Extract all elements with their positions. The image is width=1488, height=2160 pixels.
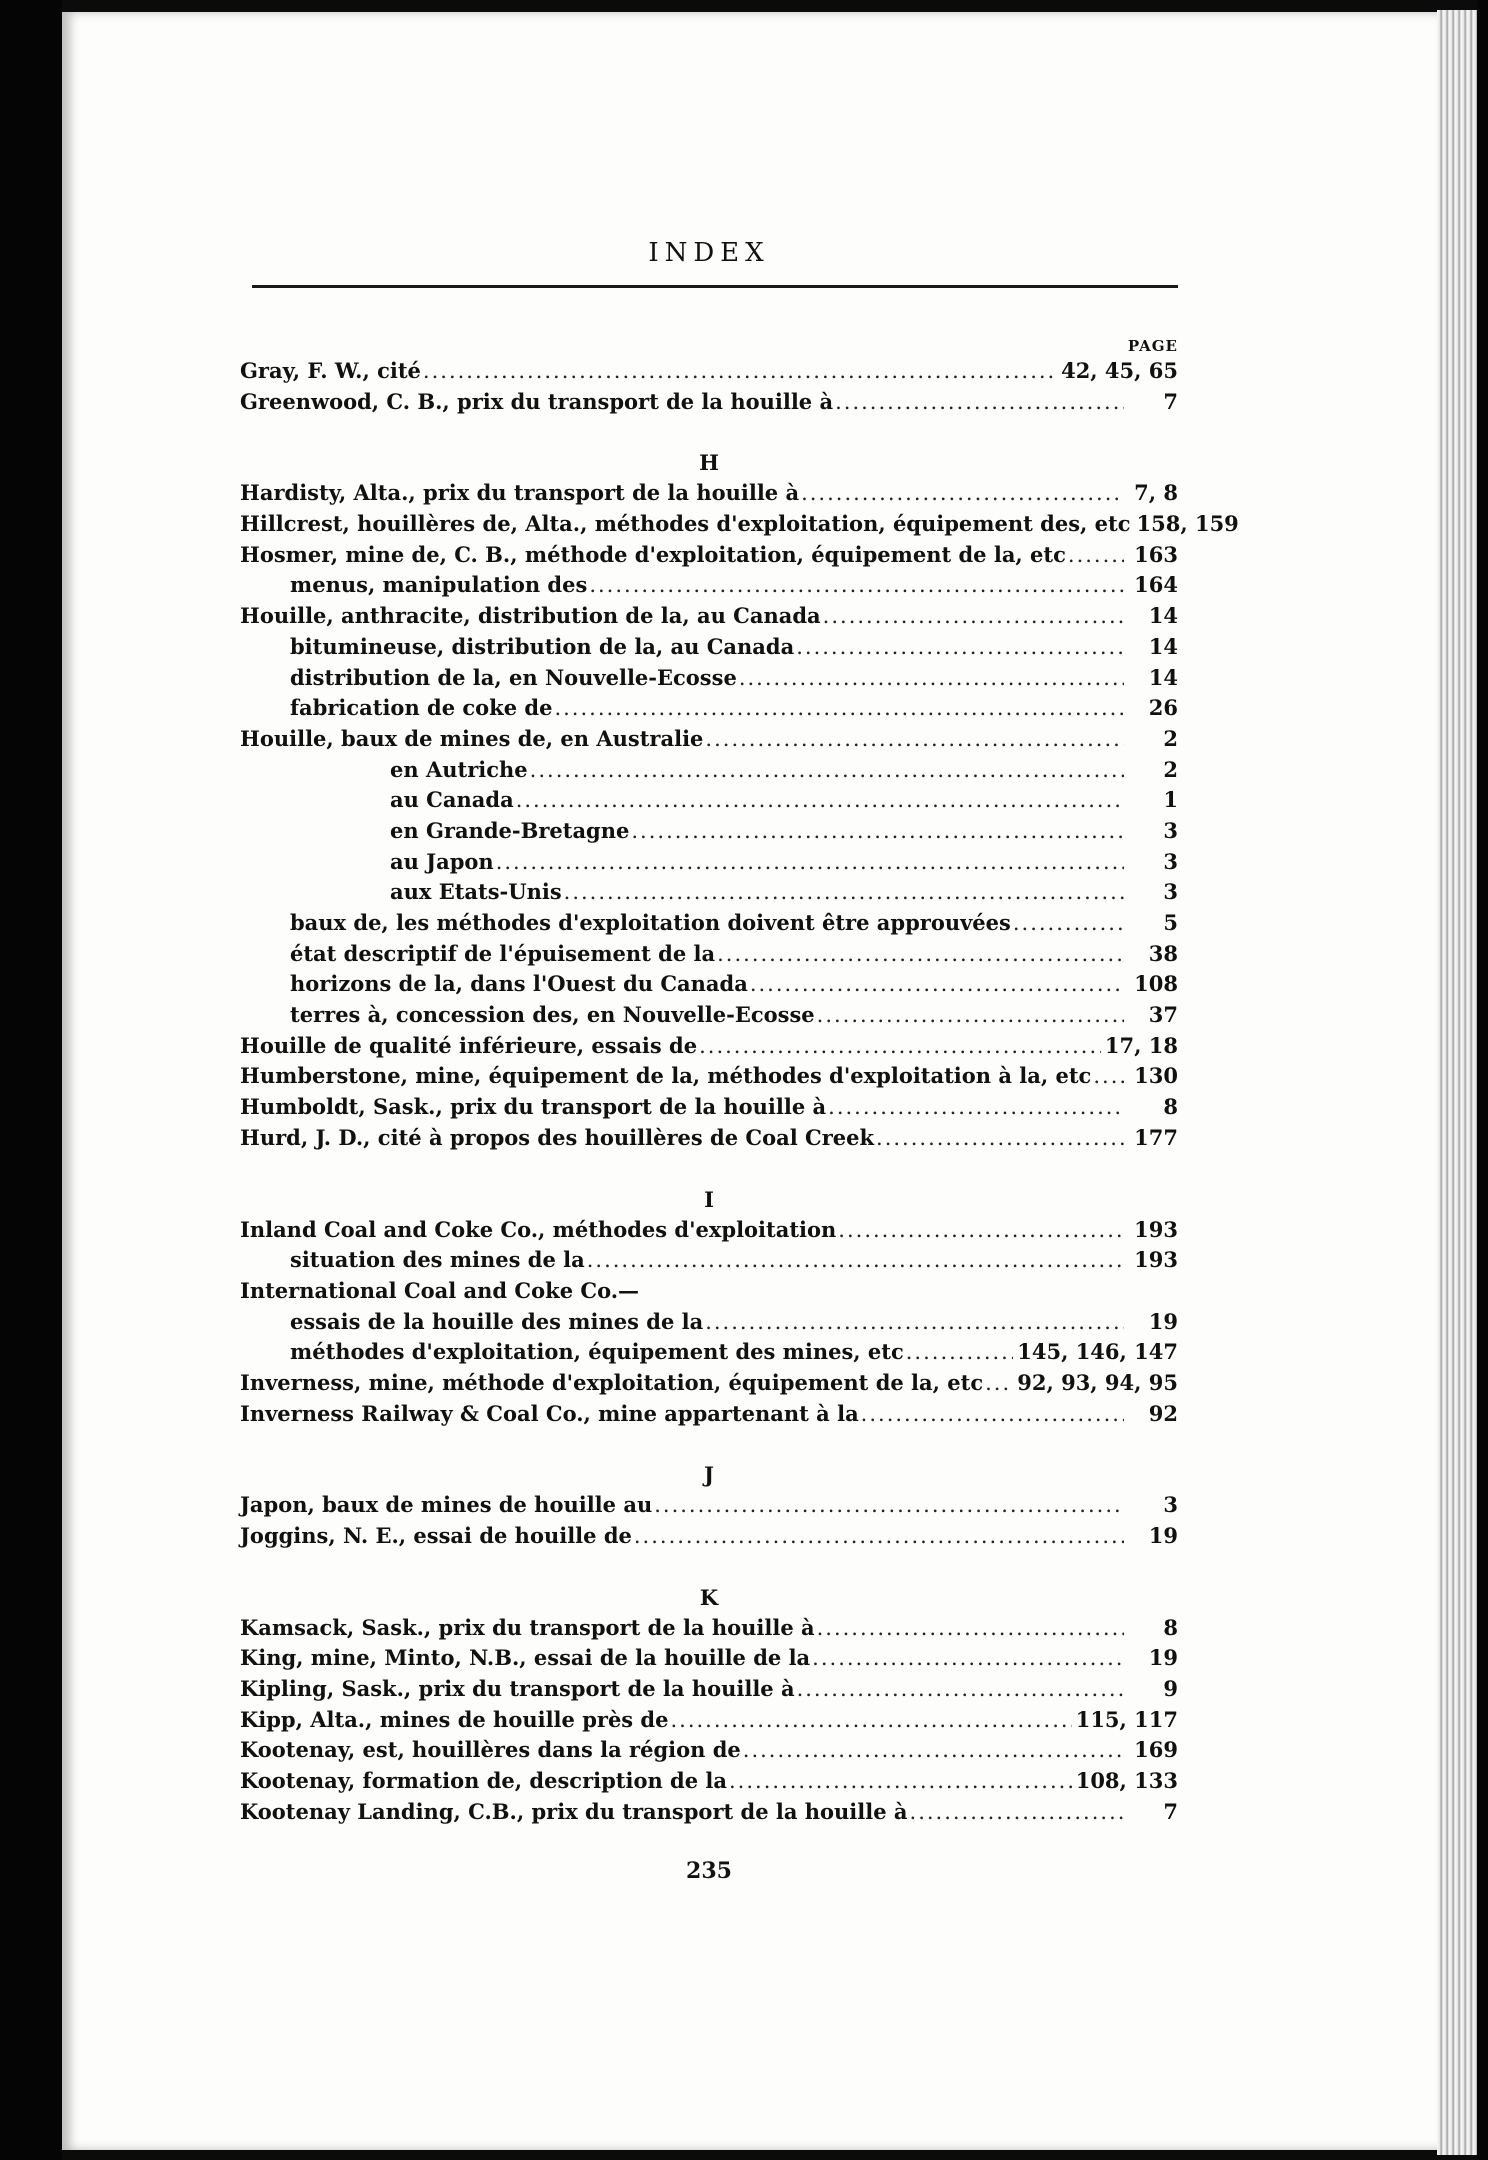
dot-leader [587, 1245, 1124, 1276]
index-entry [240, 1399, 1178, 1430]
entry-page-numbers: 8 [1163, 1614, 1178, 1640]
index-entry [240, 1276, 1178, 1307]
index-entry [240, 1368, 1178, 1399]
entry-page-numbers: 26 [1148, 695, 1178, 721]
section-letter: K [699, 1584, 719, 1610]
dot-leader [654, 1490, 1124, 1521]
dot-leader [1068, 540, 1124, 571]
entry-text: Kipling, Sask., prix du transport de la houille à [240, 1676, 795, 1702]
entry-page-numbers: 42, 45, 65 [1061, 358, 1178, 383]
index-entry [240, 1215, 1178, 1246]
dot-leader [634, 1521, 1124, 1552]
title-rule [252, 285, 1178, 288]
entry-page-numbers: 7 [1163, 388, 1178, 414]
entry-text: Houille, anthracite, distribution de la, au Canada [240, 603, 821, 629]
index-entry [240, 632, 1178, 663]
entry-text: Inland Coal and Coke Co., méthodes d'exploitation [240, 1216, 837, 1242]
section-letter: H [699, 450, 719, 476]
dot-leader [817, 1000, 1124, 1031]
index-entry [240, 663, 1178, 694]
entry-text: Inverness, mine, méthode d'exploitation, équipement de la, etc [240, 1369, 984, 1395]
dot-leader [823, 601, 1124, 632]
dot-leader [530, 755, 1124, 786]
index-entry [240, 693, 1178, 724]
entry-text: Kootenay Landing, C.B., prix du transport de la houille à [240, 1798, 908, 1824]
index-entry [240, 877, 1178, 908]
index-entry [240, 1337, 1178, 1368]
entry-page-numbers: 7 [1163, 1798, 1178, 1824]
dot-leader [705, 724, 1124, 755]
index-entry [240, 724, 1178, 755]
entry-page-numbers: 3 [1163, 1492, 1178, 1518]
dot-leader [797, 1674, 1124, 1705]
dot-leader [423, 356, 1057, 387]
index-entry [240, 1245, 1178, 1276]
entry-text: Kootenay, formation de, description de la [240, 1768, 727, 1794]
index-entry [240, 1000, 1178, 1031]
entry-text: Houille, baux de mines de, en Australie [240, 725, 704, 751]
entry-text: Inverness Railway & Coal Co., mine appartenant à la [240, 1400, 859, 1426]
entry-text: International Coal and Coke Co.— [240, 1277, 640, 1303]
dot-leader [729, 1766, 1072, 1797]
entry-text: Gray, F. W., cité [240, 358, 421, 383]
entry-text: bitumineuse, distribution de la, au Canada [290, 633, 795, 659]
entry-page-numbers: 115, 117 [1075, 1706, 1178, 1732]
entry-page-numbers: 2 [1163, 756, 1178, 782]
entry-page-numbers: 2 [1163, 725, 1178, 751]
entry-page-numbers: 130 [1134, 1063, 1178, 1089]
section-letter: J [704, 1462, 714, 1488]
entry-page-numbers: 92, 93, 94, 95 [1017, 1369, 1178, 1395]
entry-page-numbers: 19 [1148, 1308, 1178, 1334]
entry-text: Hillcrest, houillères de, Alta., méthodes d'exploitation, équipement des, etc [240, 511, 1131, 537]
index-entry [240, 755, 1178, 786]
entry-page-numbers: 193 [1134, 1247, 1178, 1273]
scan-border-right [1477, 0, 1488, 2160]
entry-page-numbers: 37 [1148, 1002, 1178, 1028]
entry-text: Humboldt, Sask., prix du transport de la houille à [240, 1094, 827, 1120]
entry-page-numbers: 9 [1163, 1676, 1178, 1702]
entry-page-numbers: 14 [1148, 664, 1178, 690]
entry-page-numbers: 145, 146, 147 [1017, 1339, 1178, 1365]
dot-leader [554, 693, 1124, 724]
dot-leader [910, 1797, 1124, 1828]
entry-page-numbers: 193 [1134, 1216, 1178, 1242]
index-entry [240, 1766, 1178, 1797]
entry-text: Hosmer, mine de, C. B., méthode d'exploitation, équipement de la, etc [240, 541, 1066, 567]
entry-page-numbers: 19 [1148, 1645, 1178, 1671]
dot-leader [670, 1705, 1071, 1736]
index-entry [240, 509, 1239, 540]
entry-text: menus, manipulation des [290, 572, 588, 598]
entry-text: distribution de la, en Nouvelle-Ecosse [290, 664, 737, 690]
entry-text: en Grande-Bretagne [390, 817, 630, 843]
dot-leader [717, 939, 1124, 970]
entry-text: Hurd, J. D., cité à propos des houillères de Coal Creek [240, 1124, 875, 1150]
entry-page-numbers: 3 [1163, 879, 1178, 905]
entry-text: aux Etats-Unis [390, 879, 562, 905]
page-column-label: PAGE [1127, 337, 1178, 355]
entry-text: Kootenay, est, houillères dans la région de [240, 1737, 741, 1763]
index-entry [240, 1613, 1178, 1644]
index-entry [240, 1521, 1178, 1552]
dot-leader [1093, 1061, 1124, 1092]
entry-text: Japon, baux de mines de houille au [240, 1492, 653, 1518]
entry-text: Humberstone, mine, équipement de la, méthodes d'exploitation à la, etc [240, 1063, 1092, 1089]
dot-leader [699, 1031, 1101, 1062]
dot-leader [861, 1399, 1124, 1430]
index-entries [240, 356, 1239, 1828]
index-entry [240, 387, 1178, 418]
dot-leader [750, 969, 1124, 1000]
entry-page-numbers: 17, 18 [1104, 1032, 1178, 1058]
entry-page-numbers: 158, 159 [1136, 511, 1239, 537]
section-letter: I [704, 1186, 714, 1212]
index-entry [240, 1031, 1178, 1062]
entry-page-numbers: 3 [1163, 817, 1178, 843]
entry-text: baux de, les méthodes d'exploitation doivent être approuvées [290, 910, 1011, 935]
entry-page-numbers: 169 [1134, 1737, 1178, 1763]
entry-page-numbers: 163 [1134, 541, 1178, 567]
entry-page-numbers: 177 [1134, 1124, 1178, 1150]
entry-text: Joggins, N. E., essai de houille de [240, 1523, 632, 1548]
entry-text: Hardisty, Alta., prix du transport de la houille à [240, 480, 800, 506]
scan-border-left [0, 0, 62, 2160]
entry-text: King, mine, Minto, N.B., essai de la houille de la [240, 1645, 811, 1671]
dot-leader [564, 877, 1124, 908]
entry-text: au Japon [390, 848, 494, 874]
index-entry [240, 356, 1178, 387]
dot-leader [828, 1092, 1124, 1123]
entry-page-numbers: 14 [1148, 633, 1178, 659]
entry-page-numbers: 108, 133 [1075, 1768, 1178, 1794]
entry-text: Greenwood, C. B., prix du transport de la houille à [240, 388, 834, 414]
index-entry [240, 1643, 1178, 1674]
index-entry [240, 601, 1178, 632]
index-entry [240, 969, 1178, 1000]
index-entry [240, 908, 1178, 939]
dot-leader [801, 478, 1124, 509]
index-entry [240, 1307, 1178, 1338]
entry-text: Kipp, Alta., mines de houille près de [240, 1706, 669, 1732]
entry-text: situation des mines de la [290, 1247, 585, 1273]
index-entry [240, 478, 1178, 509]
entry-page-numbers: 3 [1163, 848, 1178, 874]
entry-text: horizons de la, dans l'Ouest du Canada [290, 971, 748, 997]
dot-leader [589, 570, 1124, 601]
page-number: 235 [686, 1858, 732, 1884]
dot-leader [985, 1368, 1013, 1399]
entry-page-numbers: 1 [1163, 787, 1178, 813]
dot-leader [739, 663, 1124, 694]
dot-leader [743, 1735, 1124, 1766]
index-entry [240, 1092, 1178, 1123]
index-entry [240, 1061, 1178, 1092]
entry-text: Kamsack, Sask., prix du transport de la houille à [240, 1614, 815, 1640]
dot-leader [705, 1307, 1124, 1338]
dot-leader [796, 632, 1124, 663]
dot-leader [835, 387, 1124, 418]
dot-leader [906, 1337, 1013, 1368]
index-entry [240, 847, 1178, 878]
entry-text: méthodes d'exploitation, équipement des mines, etc [290, 1339, 904, 1365]
index-entry [240, 1797, 1178, 1828]
index-entry [240, 816, 1178, 847]
entry-page-numbers: 164 [1134, 572, 1178, 598]
entry-page-numbers: 108 [1134, 971, 1178, 997]
entry-text: fabrication de coke de [290, 695, 553, 721]
dot-leader [516, 785, 1124, 816]
entry-page-numbers: 5 [1163, 910, 1178, 935]
entry-page-numbers: 8 [1163, 1094, 1178, 1120]
entry-page-numbers: 14 [1148, 603, 1178, 629]
dot-leader [838, 1215, 1124, 1246]
index-entry [240, 1490, 1178, 1521]
entry-page-numbers: 92 [1148, 1400, 1178, 1426]
page-title: INDEX [648, 238, 770, 268]
index-entry [240, 570, 1178, 601]
entry-page-numbers: 38 [1148, 940, 1178, 966]
entry-text: terres à, concession des, en Nouvelle-Ecosse [290, 1002, 815, 1028]
index-entry [240, 1674, 1178, 1705]
entry-page-numbers: 19 [1148, 1523, 1178, 1548]
dot-leader [1013, 908, 1124, 939]
entry-text: état descriptif de l'épuisement de la [290, 940, 716, 966]
dot-leader [876, 1123, 1124, 1154]
dot-leader [631, 816, 1124, 847]
dot-leader [496, 847, 1124, 878]
entry-text: essais de la houille des mines de la [290, 1308, 704, 1334]
entry-text: en Autriche [390, 756, 528, 782]
index-entry [240, 939, 1178, 970]
index-entry [240, 1123, 1178, 1154]
page-stack-edge [1437, 10, 1477, 2155]
dot-leader [817, 1613, 1124, 1644]
entry-text: au Canada [390, 787, 514, 813]
index-entry [240, 1705, 1178, 1736]
index-entry [240, 1735, 1178, 1766]
entry-text: Houille de qualité inférieure, essais de [240, 1032, 698, 1058]
dot-leader [812, 1643, 1124, 1674]
entry-page-numbers: 7, 8 [1134, 480, 1178, 506]
index-entry [240, 540, 1178, 571]
index-entry [240, 785, 1178, 816]
